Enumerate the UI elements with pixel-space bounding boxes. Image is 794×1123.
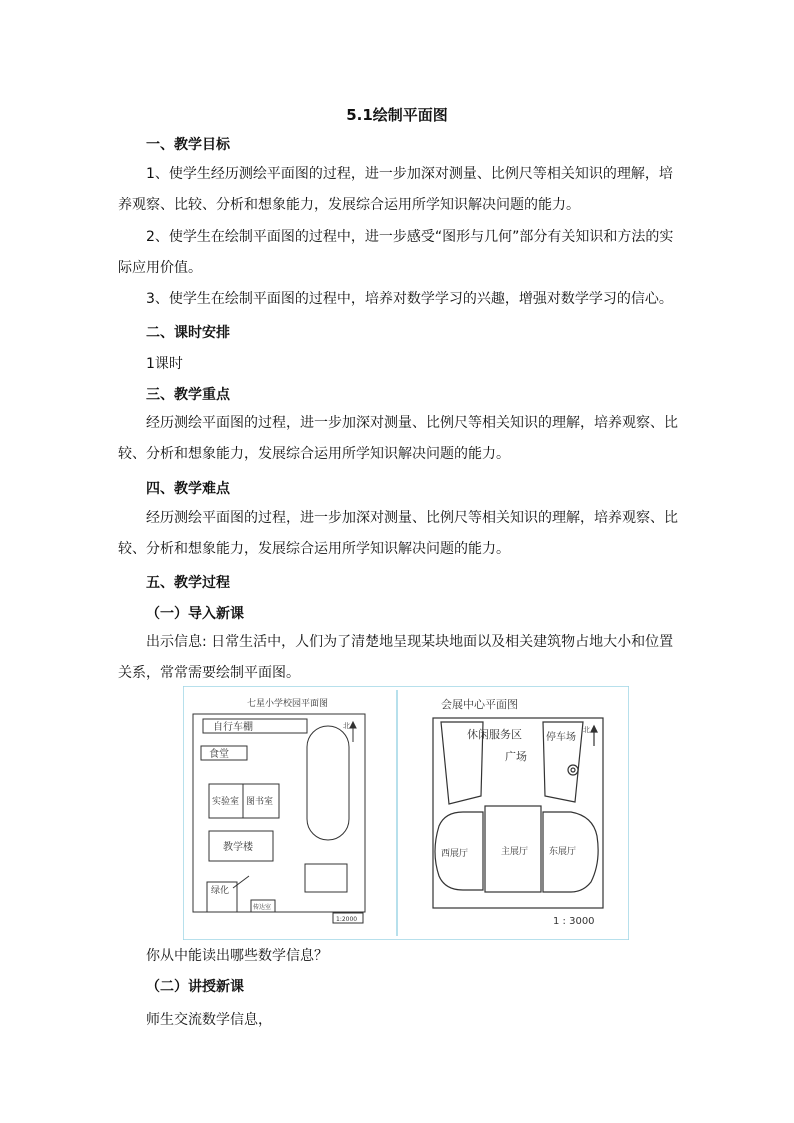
service-area-text: 休闲服务区: [467, 728, 522, 741]
parking-label: 停车场: [546, 732, 576, 743]
library-label: 图书室: [246, 797, 274, 807]
heading-teach: （二）讲授新课: [146, 979, 244, 995]
floor-plan-figures: [183, 686, 629, 940]
floor-plan-svg: [183, 686, 629, 940]
heading-difficult-points: 四、教学难点: [146, 481, 230, 497]
heading-key-points: 三、教学重点: [146, 387, 230, 403]
campus-north-label: 北: [343, 722, 350, 730]
paragraph-goal-2: 2、使学生在绘制平面图的过程中，进一步感受“图形与几何”部分有关知识和方法的实际应用价值。: [118, 229, 674, 276]
paragraph-goal-1: 1、使学生经历测绘平面图的过程，进一步加深对测量、比例尺等相关知识的理解，培养观察、比较、分析和想象能力，发展综合运用所学知识解决问题的能力。: [118, 166, 673, 213]
greening-label: 绿化: [211, 886, 230, 896]
square-label: 广场: [505, 750, 527, 763]
campus-scale-label: 1:2000: [336, 916, 358, 923]
exhibition-scale-label: 1 : 3000: [553, 916, 595, 927]
heading-goals: 一、教学目标: [146, 137, 230, 153]
main-hall-label: 主展厅: [501, 847, 529, 857]
heading-intro: （一）导入新课: [146, 606, 244, 622]
paragraph-teach: 师生交流数学信息，: [146, 1012, 272, 1028]
bike-shed-label: 自行车棚: [213, 722, 253, 733]
east-hall-label: 东展厅: [549, 847, 577, 857]
paragraph-intro: 出示信息: 日常生活中，人们为了清楚地呈现某块地面以及相关建筑物占地大小和位置关系，常常需要绘制平面图。: [118, 634, 674, 681]
paragraph-difficult-points: 经历测绘平面图的过程，进一步加深对测量、比例尺等相关知识的理解，培养观察、比较、分析和想象能力，发展综合运用所学知识解决问题的能力。: [118, 510, 678, 557]
lab-label: 实验室: [212, 797, 240, 807]
gate-label: 传达室: [253, 904, 272, 911]
campus-plan-title: 七星小学校园平面图: [247, 699, 329, 709]
teaching-building-label: 教学楼: [223, 842, 253, 853]
exhibition-north-label: 北: [583, 726, 590, 734]
service-area-label: [467, 727, 522, 741]
paragraph-key-points: 经历测绘平面图的过程，进一步加深对测量、比例尺等相关知识的理解，培养观察、比较、分析和想象能力，发展综合运用所学知识解决问题的能力。: [118, 415, 678, 462]
paragraph-schedule: 1课时: [146, 356, 183, 372]
paragraph-goal-3: 3、使学生在绘制平面图的过程中，培养对数学学习的兴趣，增强对数学学习的信心。: [146, 291, 673, 307]
heading-process: 五、教学过程: [146, 575, 230, 591]
heading-schedule: 二、课时安排: [146, 325, 230, 341]
exhibition-plan-title: 会展中心平面图: [441, 698, 518, 711]
page-title: 5.1绘制平面图: [346, 106, 448, 124]
paragraph-question: 你从中能读出哪些数学信息？: [146, 948, 328, 964]
canteen-label: 食堂: [209, 749, 229, 760]
west-hall-label: 西展厅: [441, 849, 469, 859]
